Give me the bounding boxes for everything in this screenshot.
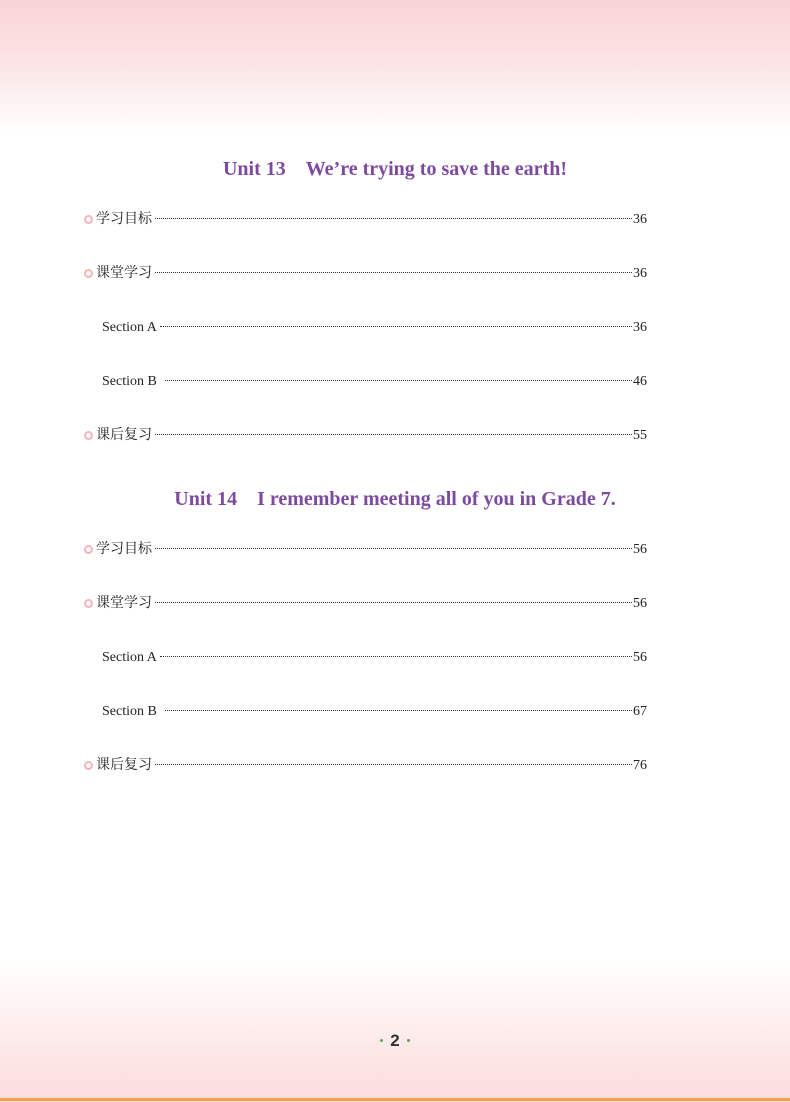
toc-entry-unit14-section-a[interactable]: [102, 648, 647, 668]
toc-entry-label: 课堂学习: [96, 596, 152, 611]
circle-bullet-icon: [84, 269, 93, 278]
dot-leader: [165, 380, 632, 381]
toc-entry-unit14-classwork[interactable]: [84, 594, 647, 614]
toc-entry-unit13-section-b[interactable]: [102, 372, 647, 392]
dot-leader: [155, 764, 632, 765]
unit-14-title: Unit 14 I remember meeting all of you in Grade 7.: [174, 488, 616, 510]
toc-entry-unit13-classwork[interactable]: [84, 264, 647, 284]
dot-leader: [155, 434, 632, 435]
toc-entry-label: 学习目标: [96, 212, 152, 227]
dot-leader: [155, 272, 632, 273]
toc-entry-label: 课后复习: [96, 758, 152, 773]
circle-bullet-icon: [84, 761, 93, 770]
bottom-rule: [0, 1098, 790, 1101]
toc-entry-label: 课后复习: [96, 428, 152, 443]
dot-leader: [165, 710, 632, 711]
dot-leader: [160, 326, 632, 327]
toc-entry-unit13-goals[interactable]: [84, 210, 647, 230]
toc-entry-page: 67: [633, 704, 647, 719]
unit-13-title: Unit 13 We’re trying to save the earth!: [222, 158, 567, 180]
toc-entry-unit14-section-b[interactable]: [102, 702, 647, 722]
toc-entry-label: 学习目标: [96, 542, 152, 557]
toc-entry-page: 56: [633, 542, 647, 557]
dot-leader: [155, 602, 632, 603]
toc-entry-page: 76: [633, 758, 647, 773]
circle-bullet-icon: [84, 545, 93, 554]
toc-entry-page: 36: [633, 212, 647, 227]
toc-entry-page: 56: [633, 596, 647, 611]
dot-icon: [407, 1039, 410, 1042]
toc-entry-page: 55: [633, 428, 647, 443]
toc-entry-unit13-review[interactable]: [84, 426, 647, 446]
dot-leader: [155, 548, 632, 549]
toc-entry-page: 46: [633, 374, 647, 389]
dot-leader: [155, 218, 632, 219]
toc-entry-unit14-goals[interactable]: [84, 540, 647, 560]
toc-entry-page: 36: [633, 320, 647, 335]
dot-icon: [380, 1039, 383, 1042]
toc-entry-label: Section B: [102, 704, 157, 719]
dot-leader: [160, 656, 632, 657]
page-number: [0, 1030, 790, 1052]
toc-entry-label: Section A: [102, 320, 157, 335]
circle-bullet-icon: [84, 431, 93, 440]
toc-entry-page: 36: [633, 266, 647, 281]
toc-entry-label: Section A: [102, 650, 157, 665]
circle-bullet-icon: [84, 215, 93, 224]
page-number-value: 2: [390, 1031, 400, 1050]
toc-entry-unit14-review[interactable]: [84, 756, 647, 776]
toc-entry-unit13-section-a[interactable]: [102, 318, 647, 338]
toc-entry-label: Section B: [102, 374, 157, 389]
toc-entry-page: 56: [633, 650, 647, 665]
toc-entry-label: 课堂学习: [96, 266, 152, 281]
circle-bullet-icon: [84, 599, 93, 608]
header-band: [0, 0, 790, 135]
